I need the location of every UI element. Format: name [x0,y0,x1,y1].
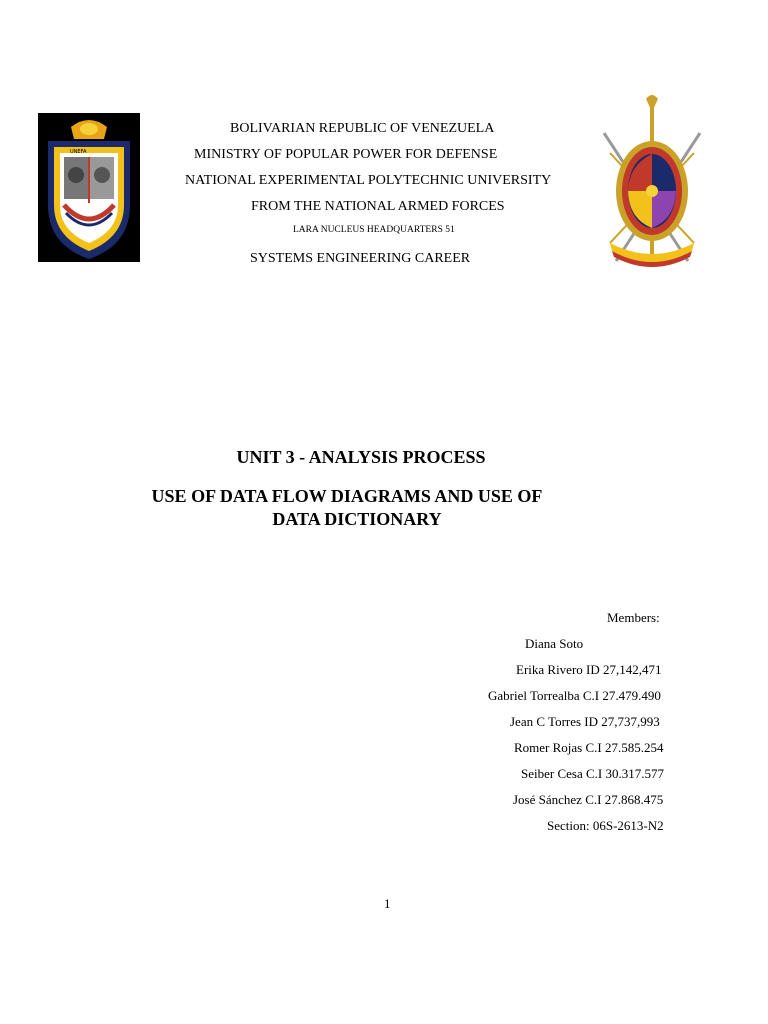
header-line-ministry: MINISTRY OF POPULAR POWER FOR DEFENSE [194,147,498,162]
page-number: 1 [384,896,391,911]
header-line-armed-forces: FROM THE NATIONAL ARMED FORCES [251,199,505,214]
header-line-country: BOLIVARIAN REPUBLIC OF VENEZUELA [230,121,495,136]
member-item: José Sánchez C.I 27.868.475 [513,792,664,807]
header-line-career: SYSTEMS ENGINEERING CAREER [250,251,471,266]
section-label: Section: 06S-2613-N2 [547,818,664,833]
document-subtitle-line-1: USE OF DATA FLOW DIAGRAMS AND USE OF [151,486,543,506]
header-line-headquarters: LARA NUCLEUS HEADQUARTERS 51 [293,225,455,235]
member-item: Jean C Torres ID 27,737,993 [510,714,660,729]
header-line-university: NATIONAL EXPERIMENTAL POLYTECHNIC UNIVERSITY [185,173,552,188]
member-item: Romer Rojas C.I 27.585.254 [514,740,664,755]
member-item: Gabriel Torrealba C.I 27.479.490 [488,688,661,703]
unit-title: UNIT 3 - ANALYSIS PROCESS [236,447,486,467]
member-item: Diana Soto [525,636,584,651]
members-label: Members: [607,610,660,625]
military-coat-of-arms-icon [596,93,708,273]
member-item: Seiber Cesa C.I 30.317.577 [521,766,664,781]
document-subtitle-line-2: DATA DICTIONARY [272,509,442,529]
svg-text:UNEFA: UNEFA [70,149,87,155]
member-item: Erika Rivero ID 27,142,471 [516,662,662,677]
unefa-crest-icon [38,113,140,262]
